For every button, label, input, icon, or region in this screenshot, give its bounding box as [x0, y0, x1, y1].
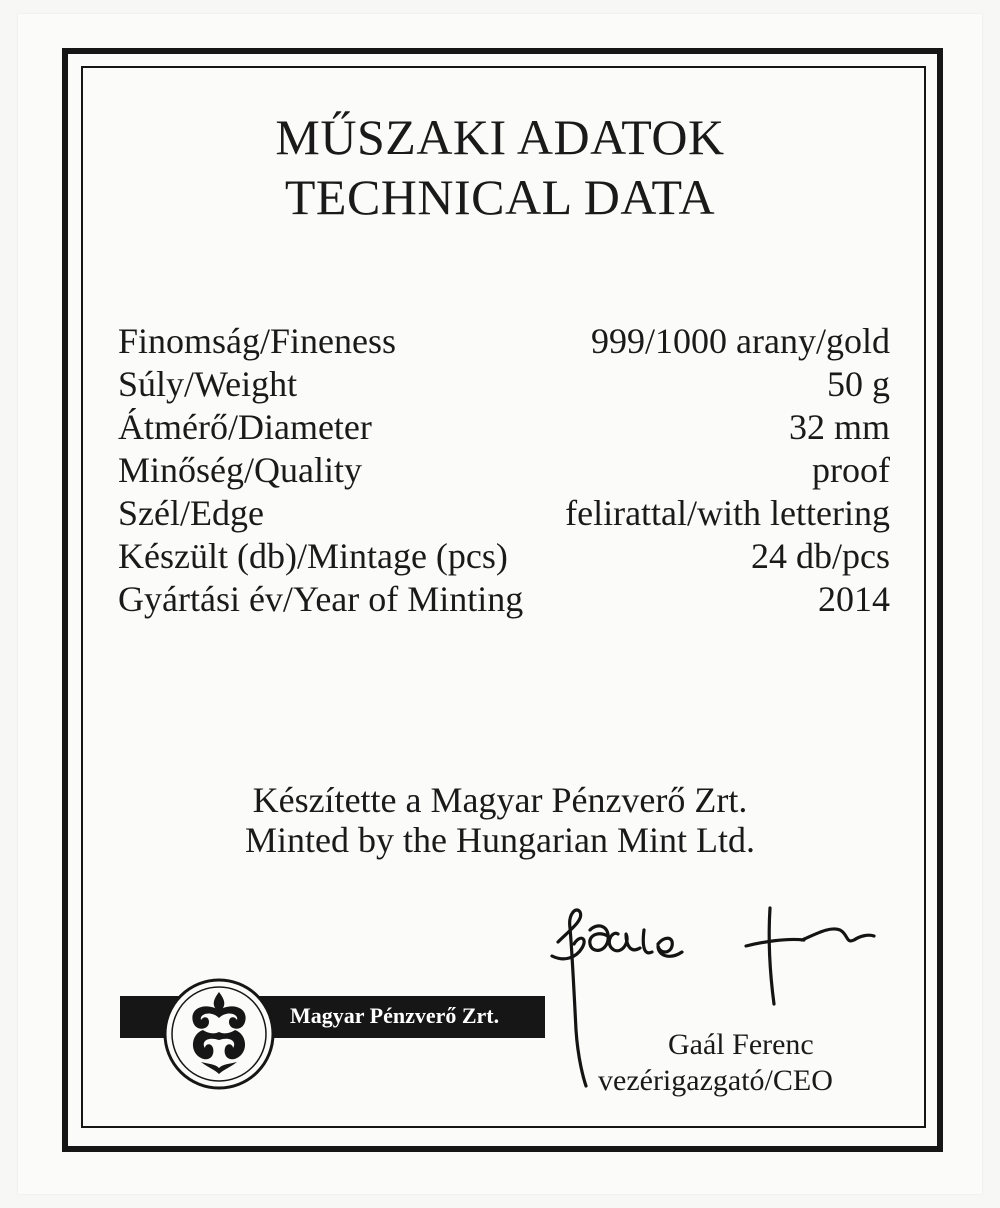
spec-label: Készült (db)/Mintage (pcs): [118, 536, 508, 576]
spec-label: Finomság/Fineness: [118, 321, 397, 361]
spec-value: felirattal/with lettering: [565, 493, 890, 533]
spec-value: 2014: [818, 579, 890, 619]
spec-value: proof: [812, 450, 890, 490]
ceo-signature: [540, 900, 880, 1090]
spec-label: Szél/Edge: [118, 493, 264, 533]
spec-row-year: [118, 578, 890, 621]
brand-name: Magyar Pénzverő Zrt.: [290, 1003, 500, 1028]
spec-value: 999/1000 arany/gold: [591, 321, 890, 361]
spec-row-weight: [118, 363, 890, 406]
spec-label: Gyártási év/Year of Minting: [118, 579, 524, 619]
title-english: TECHNICAL DATA: [284, 169, 716, 225]
spec-label: Minőség/Quality: [118, 450, 362, 490]
minted-by-hungarian: Készítette a Magyar Pénzverő Zrt.: [252, 780, 748, 820]
spec-row-edge: [118, 492, 890, 535]
spec-value: 50 g: [827, 364, 890, 404]
spec-row-mintage: [118, 535, 890, 578]
signer-title: vezérigazgató/CEO: [598, 1064, 833, 1097]
title-hungarian: MŰSZAKI ADATOK: [275, 109, 725, 165]
spec-value: 24 db/pcs: [751, 536, 890, 576]
minted-by-english: Minted by the Hungarian Mint Ltd.: [245, 820, 755, 860]
spec-row-fineness: [118, 320, 890, 363]
spec-value: 32 mm: [788, 407, 890, 447]
spec-row-quality: [118, 449, 890, 492]
signer-name: Gaál Ferenc: [668, 1028, 814, 1061]
spec-label: Súly/Weight: [118, 364, 298, 404]
mint-emblem-icon: [163, 978, 275, 1090]
spec-label: Átmérő/Diameter: [118, 407, 372, 447]
spec-table: [118, 320, 890, 621]
spec-row-diameter: [118, 406, 890, 449]
